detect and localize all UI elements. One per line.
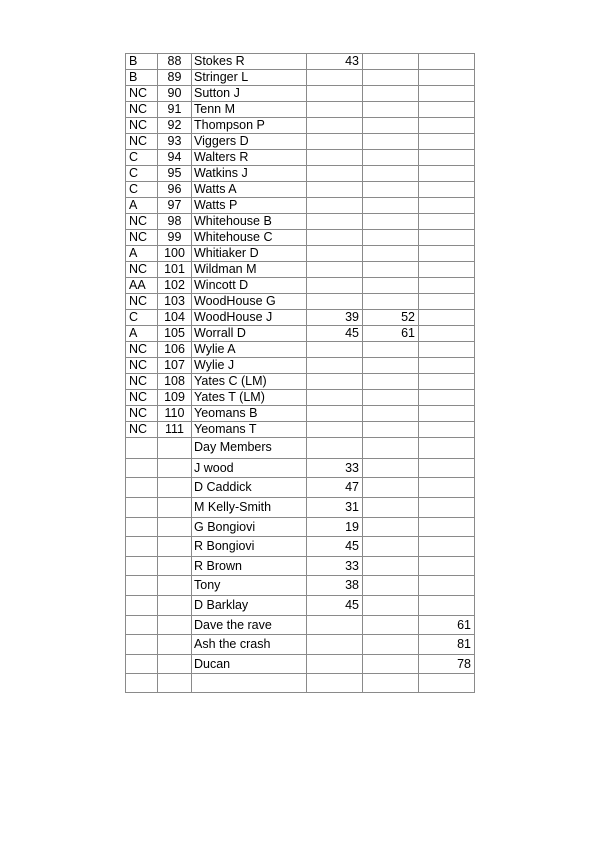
name-cell: D Barklay [192,595,307,615]
score-3-cell [419,497,475,517]
score-3-cell [419,134,475,150]
score-3-cell [419,358,475,374]
score-1-cell [307,358,363,374]
score-2-cell [363,262,419,278]
name-cell: Whitehouse C [192,230,307,246]
score-3-cell [419,517,475,537]
day-member-row [126,517,475,537]
name-cell: Whitiaker D [192,246,307,262]
group-cell: NC [126,294,158,310]
member-row [126,166,475,182]
score-2-cell [363,134,419,150]
score-2-cell [363,595,419,615]
score-1-cell [307,390,363,406]
number-cell: 109 [158,390,192,406]
name-cell: Thompson P [192,118,307,134]
score-3-cell [419,478,475,498]
group-cell: B [126,70,158,86]
name-cell: D Caddick [192,478,307,498]
score-2-cell [363,278,419,294]
number-cell: 96 [158,182,192,198]
number-cell: 103 [158,294,192,310]
day-members-header-row [126,438,475,459]
score-3-cell: 78 [419,654,475,674]
group-cell [126,537,158,557]
score-3-cell [419,86,475,102]
empty-cell [419,674,475,693]
number-cell: 98 [158,214,192,230]
score-3-cell [419,342,475,358]
number-cell: 89 [158,70,192,86]
group-cell [126,478,158,498]
score-3-cell: 61 [419,615,475,635]
number-cell [158,556,192,576]
member-row [126,54,475,70]
group-cell: AA [126,278,158,294]
score-1-cell [307,214,363,230]
group-cell: C [126,150,158,166]
number-cell: 95 [158,166,192,182]
score-2-cell [363,86,419,102]
score-1-cell [307,134,363,150]
name-cell: Wylie J [192,358,307,374]
empty-cell [126,674,158,693]
score-2-cell [363,70,419,86]
name-cell: WoodHouse J [192,310,307,326]
member-row [126,262,475,278]
score-3-cell [419,70,475,86]
member-row [126,182,475,198]
score-1-cell: 38 [307,576,363,596]
score-1-cell [307,635,363,655]
day-member-row [126,635,475,655]
score-3-cell [419,118,475,134]
number-cell [158,478,192,498]
name-cell: Viggers D [192,134,307,150]
name-cell: Yeomans B [192,406,307,422]
member-row [126,102,475,118]
score-1-cell [307,182,363,198]
name-cell: Watts A [192,182,307,198]
score-1-cell: 39 [307,310,363,326]
member-row [126,70,475,86]
score-1-cell [307,118,363,134]
score-2-cell [363,214,419,230]
score-3-cell: 81 [419,635,475,655]
name-cell: Tony [192,576,307,596]
score-2-cell [363,576,419,596]
day-member-row [126,595,475,615]
score-1-cell: 45 [307,326,363,342]
group-cell: A [126,246,158,262]
group-cell: NC [126,390,158,406]
member-row [126,214,475,230]
score-1-cell [307,615,363,635]
score-1-cell [307,230,363,246]
number-cell [158,595,192,615]
group-cell: NC [126,374,158,390]
member-row [126,294,475,310]
group-cell: NC [126,214,158,230]
score-2-cell [363,458,419,478]
score-1-cell: 45 [307,537,363,557]
number-cell: 105 [158,326,192,342]
score-2-cell: 52 [363,310,419,326]
number-cell: 104 [158,310,192,326]
group-cell: NC [126,342,158,358]
group-cell: NC [126,86,158,102]
score-3-cell [419,406,475,422]
score-3-cell [419,102,475,118]
score-1-cell: 19 [307,517,363,537]
group-cell: A [126,326,158,342]
score-1-cell [307,406,363,422]
score-2-cell [363,537,419,557]
group-cell [126,576,158,596]
score-3-cell [419,310,475,326]
name-cell: Yates T (LM) [192,390,307,406]
score-2-cell [363,166,419,182]
score-3-cell [419,294,475,310]
number-cell: 111 [158,422,192,438]
score-1-cell [307,198,363,214]
score-1-cell: 45 [307,595,363,615]
score-2-cell [363,294,419,310]
empty-row [126,674,475,693]
group-cell [126,635,158,655]
name-cell: WoodHouse G [192,294,307,310]
group-cell: B [126,54,158,70]
score-2-cell [363,422,419,438]
number-cell [158,654,192,674]
score-2-cell [363,556,419,576]
number-cell [158,635,192,655]
score-2-cell [363,390,419,406]
number-cell [158,576,192,596]
number-cell: 92 [158,118,192,134]
score-3-cell [419,422,475,438]
score-3-cell [419,576,475,596]
score-3-cell [419,262,475,278]
member-row [126,150,475,166]
score-sheet [125,53,475,693]
score-1-cell: 43 [307,54,363,70]
group-cell: A [126,198,158,214]
member-row [126,118,475,134]
number-cell: 88 [158,54,192,70]
score-1-cell: 47 [307,478,363,498]
name-cell: Walters R [192,150,307,166]
score-3-cell [419,278,475,294]
score-3-cell [419,230,475,246]
number-cell: 110 [158,406,192,422]
member-row [126,86,475,102]
group-cell [126,517,158,537]
number-cell: 99 [158,230,192,246]
member-row [126,358,475,374]
number-cell: 108 [158,374,192,390]
name-cell: R Brown [192,556,307,576]
score-1-cell [307,294,363,310]
number-cell: 106 [158,342,192,358]
score-1-cell [307,150,363,166]
score-2-cell [363,358,419,374]
score-3-cell [419,166,475,182]
group-cell [126,595,158,615]
number-cell: 93 [158,134,192,150]
score-2-cell [363,497,419,517]
score-2-cell [363,478,419,498]
member-row [126,326,475,342]
name-cell: Tenn M [192,102,307,118]
score-1-cell [307,70,363,86]
number-cell: 107 [158,358,192,374]
score-3-cell [419,198,475,214]
name-cell: Wildman M [192,262,307,278]
name-cell: Watts P [192,198,307,214]
member-row [126,278,475,294]
score-1-cell: 31 [307,497,363,517]
number-cell [158,497,192,517]
number-cell: 94 [158,150,192,166]
group-cell [126,654,158,674]
score-1-cell [307,278,363,294]
score-2-cell [363,654,419,674]
group-cell [126,438,158,459]
group-cell [126,497,158,517]
member-row [126,374,475,390]
empty-cell [158,674,192,693]
group-cell: NC [126,134,158,150]
score-2-cell [363,246,419,262]
score-3-cell [419,214,475,230]
day-members-heading: Day Members [192,438,307,459]
member-row [126,246,475,262]
name-cell: M Kelly-Smith [192,497,307,517]
group-cell: NC [126,358,158,374]
score-1-cell [307,86,363,102]
score-1-cell: 33 [307,556,363,576]
empty-cell [363,674,419,693]
score-1-cell [307,422,363,438]
number-cell [158,615,192,635]
group-cell: C [126,310,158,326]
score-2-cell [363,406,419,422]
number-cell [158,537,192,557]
score-3-cell [419,374,475,390]
day-member-row [126,654,475,674]
name-cell: Stringer L [192,70,307,86]
name-cell: G Bongiovi [192,517,307,537]
number-cell [158,517,192,537]
day-member-row [126,537,475,557]
score-1-cell [307,438,363,459]
score-3-cell [419,326,475,342]
member-row [126,310,475,326]
score-2-cell [363,182,419,198]
empty-cell [307,674,363,693]
name-cell: Yates C (LM) [192,374,307,390]
score-2-cell [363,198,419,214]
number-cell: 101 [158,262,192,278]
group-cell: NC [126,230,158,246]
score-3-cell [419,595,475,615]
score-3-cell [419,438,475,459]
name-cell: Stokes R [192,54,307,70]
score-2-cell [363,517,419,537]
score-2-cell [363,615,419,635]
score-1-cell [307,166,363,182]
score-3-cell [419,537,475,557]
day-member-row [126,556,475,576]
score-3-cell [419,458,475,478]
member-row [126,422,475,438]
name-cell: Dave the rave [192,615,307,635]
name-cell: Ducan [192,654,307,674]
member-row [126,134,475,150]
group-cell: NC [126,406,158,422]
score-1-cell [307,246,363,262]
score-2-cell [363,438,419,459]
group-cell: C [126,182,158,198]
score-3-cell [419,556,475,576]
number-cell: 97 [158,198,192,214]
number-cell [158,458,192,478]
score-1-cell [307,374,363,390]
day-member-row [126,478,475,498]
score-2-cell [363,150,419,166]
score-1-cell [307,262,363,278]
score-1-cell [307,654,363,674]
score-3-cell [419,182,475,198]
score-2-cell [363,54,419,70]
name-cell: Yeomans T [192,422,307,438]
number-cell [158,438,192,459]
members-table [125,53,475,693]
group-cell: NC [126,118,158,134]
name-cell: Watkins J [192,166,307,182]
group-cell [126,615,158,635]
day-member-row [126,576,475,596]
empty-cell [192,674,307,693]
score-2-cell [363,230,419,246]
score-2-cell [363,342,419,358]
score-2-cell [363,118,419,134]
score-1-cell [307,342,363,358]
day-member-row [126,458,475,478]
score-2-cell [363,374,419,390]
score-3-cell [419,54,475,70]
score-3-cell [419,246,475,262]
name-cell: Wylie A [192,342,307,358]
score-2-cell: 61 [363,326,419,342]
name-cell: J wood [192,458,307,478]
group-cell [126,458,158,478]
member-row [126,406,475,422]
name-cell: Ash the crash [192,635,307,655]
name-cell: Sutton J [192,86,307,102]
member-row [126,230,475,246]
name-cell: Wincott D [192,278,307,294]
score-2-cell [363,635,419,655]
member-row [126,198,475,214]
group-cell [126,556,158,576]
member-row [126,390,475,406]
number-cell: 90 [158,86,192,102]
number-cell: 91 [158,102,192,118]
score-2-cell [363,102,419,118]
name-cell: R Bongiovi [192,537,307,557]
day-member-row [126,615,475,635]
member-row [126,342,475,358]
score-1-cell: 33 [307,458,363,478]
score-3-cell [419,390,475,406]
number-cell: 102 [158,278,192,294]
members-table-body [126,54,475,693]
score-3-cell [419,150,475,166]
name-cell: Worrall D [192,326,307,342]
group-cell: NC [126,262,158,278]
name-cell: Whitehouse B [192,214,307,230]
score-1-cell [307,102,363,118]
group-cell: C [126,166,158,182]
day-member-row [126,497,475,517]
number-cell: 100 [158,246,192,262]
group-cell: NC [126,422,158,438]
group-cell: NC [126,102,158,118]
